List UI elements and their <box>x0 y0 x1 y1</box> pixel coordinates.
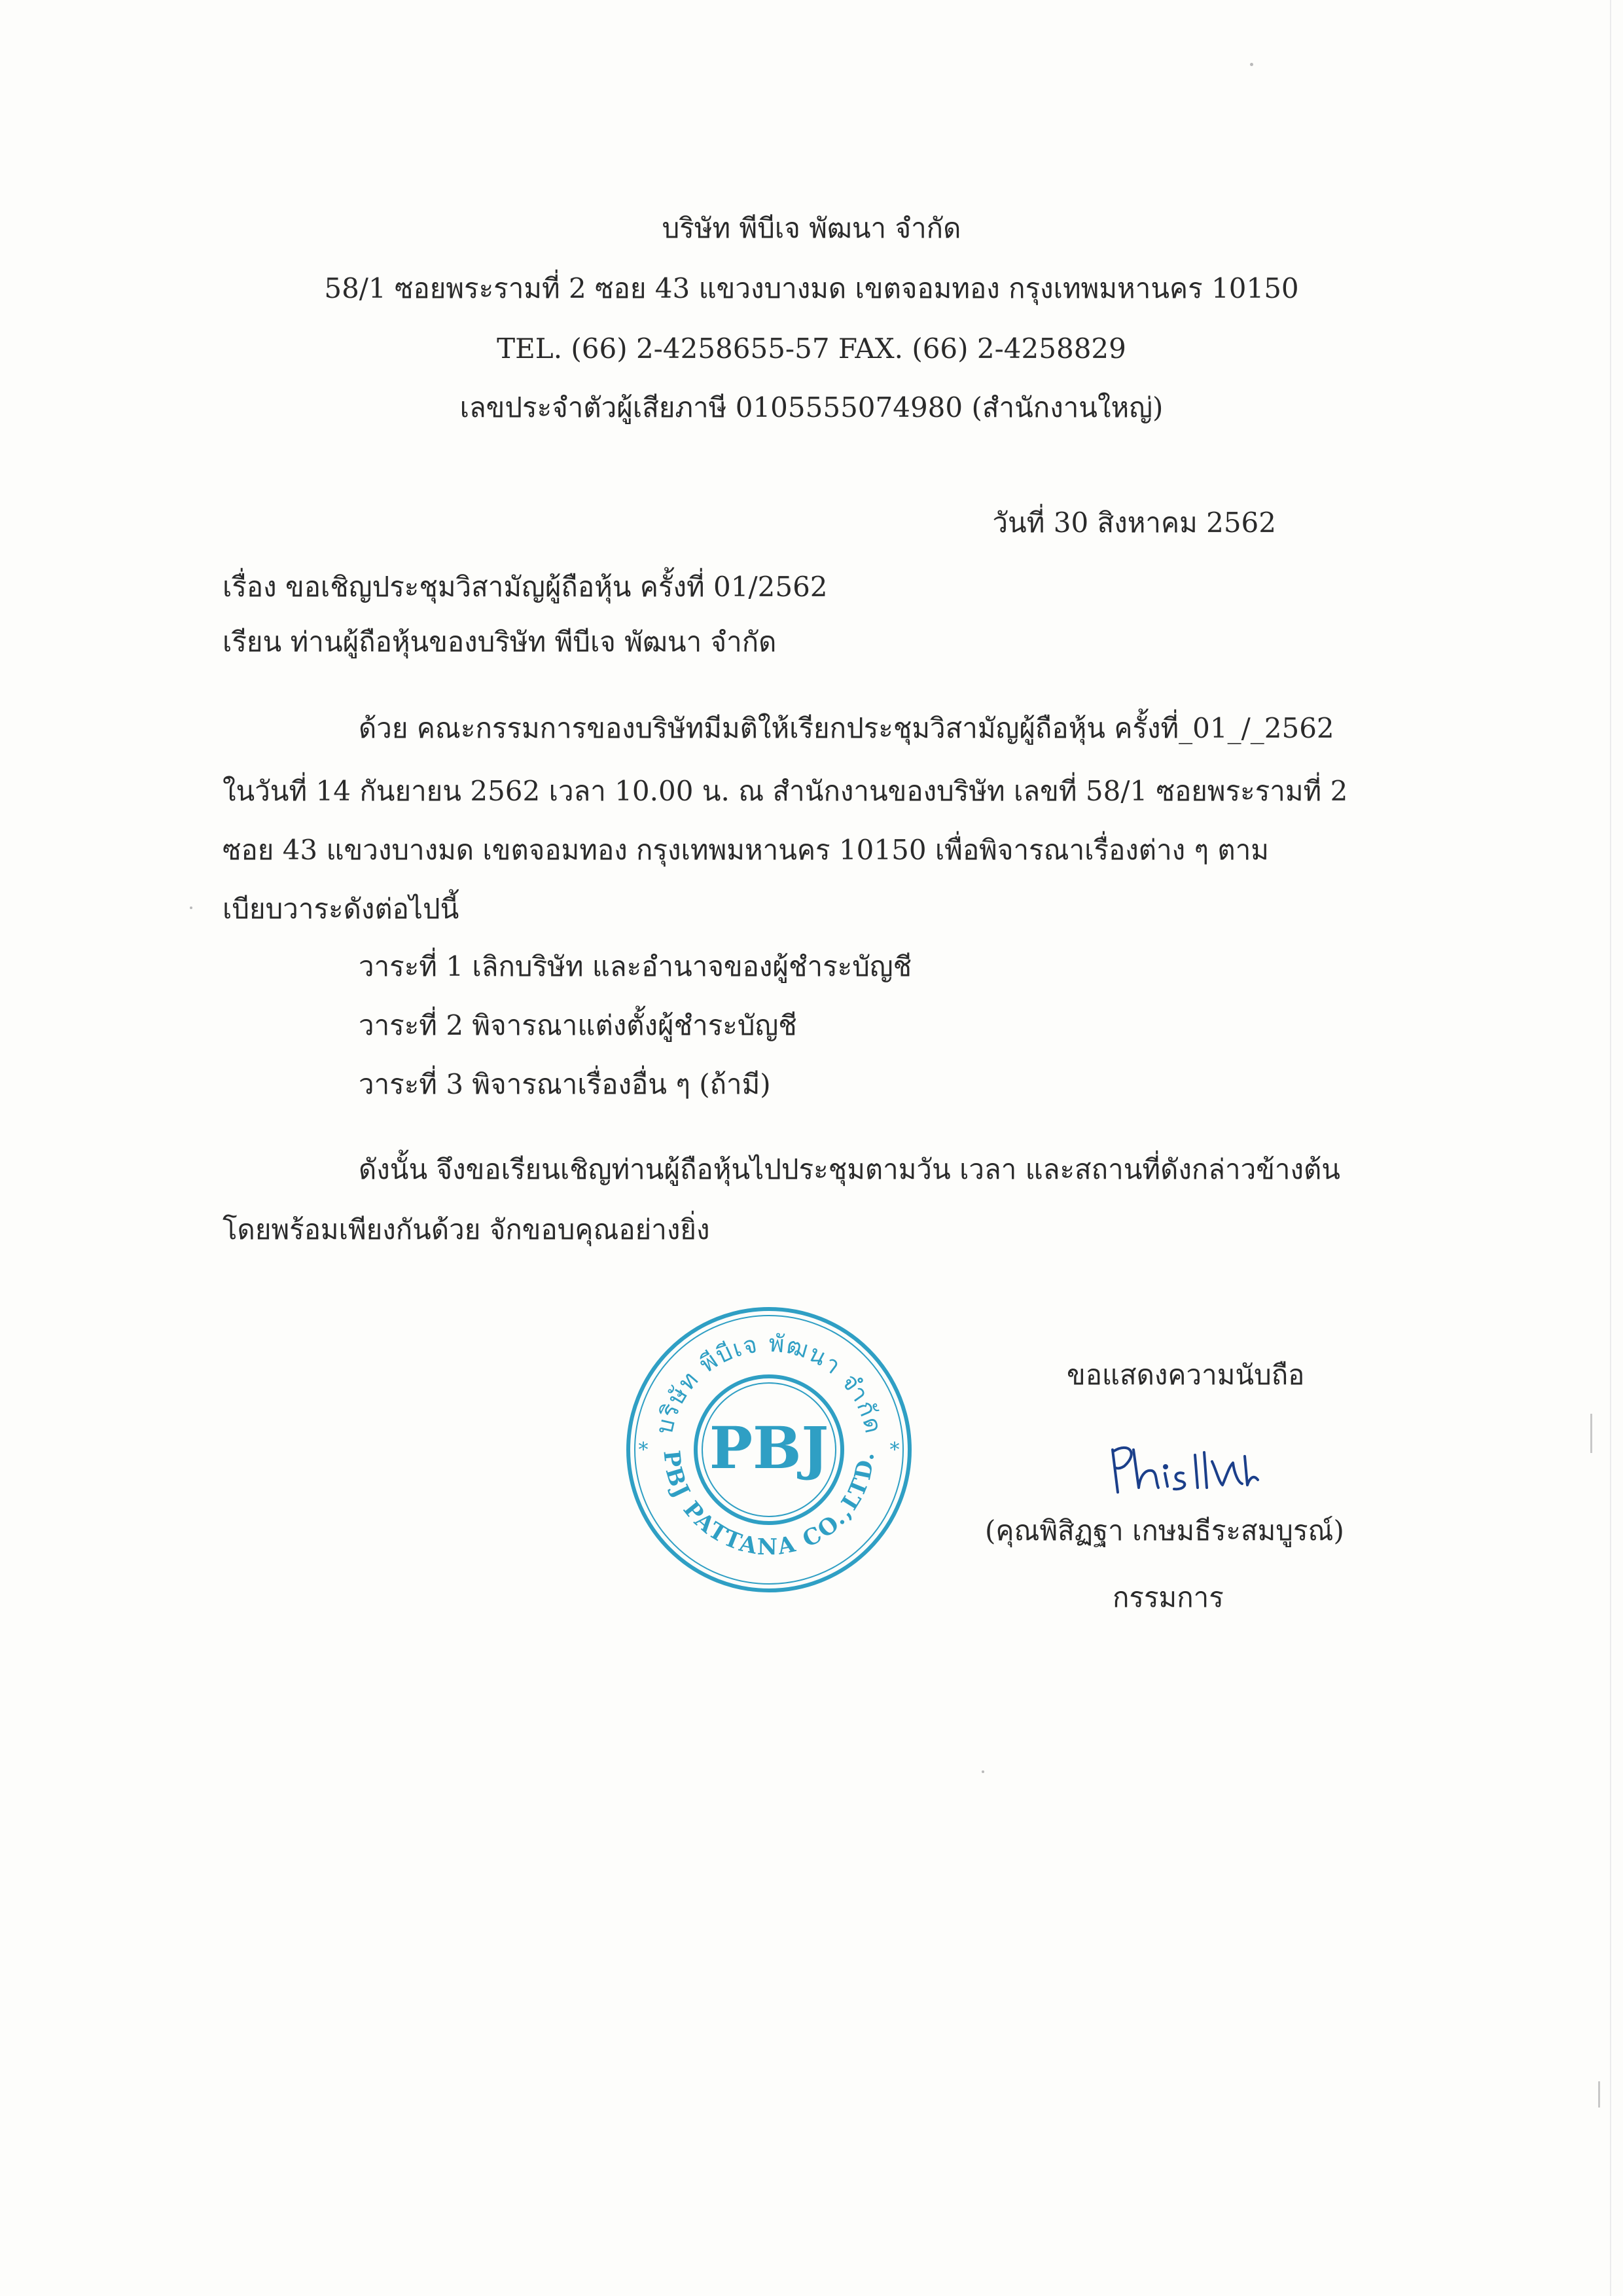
handwritten-signature <box>1099 1430 1263 1502</box>
signatory-name: (คุณพิสิฏฐา เกษมธีระสมบูรณ์) <box>985 1515 1344 1547</box>
body-paragraph-1-line-1: ด้วย คณะกรรมการของบริษัทมีมติให้เรียกประชุมวิสามัญผู้ถือหุ้น ครั้งที่_01_/_2562 <box>359 712 1334 744</box>
scan-edge-mark <box>1590 1414 1592 1453</box>
svg-text:*: * <box>638 1439 649 1462</box>
seal-center-text: PBJ <box>709 1414 829 1482</box>
company-address: 58/1 ซอยพระรามที่ 2 ซอย 43 แขวงบางมด เขตจอมทอง กรุงเทพมหานคร 10150 <box>324 272 1299 304</box>
agenda-item-2: วาระที่ 2 พิจารณาแต่งตั้งผู้ชำระบัญชี <box>359 1009 797 1041</box>
scan-edge-line <box>1610 0 1611 2296</box>
body-paragraph-2-line-1: ดังนั้น จึงขอเรียนเชิญท่านผู้ถือหุ้นไปประชุมตามวัน เวลา และสถานที่ดังกล่าวข้างต้น <box>359 1153 1341 1185</box>
letter-recipient: เรียน ท่านผู้ถือหุ้นของบริษัท พีบีเจ พัฒนา จำกัด <box>223 626 777 658</box>
scan-edge-mark <box>1598 2081 1600 2108</box>
company-contact: TEL. (66) 2-4258655-57 FAX. (66) 2-4258829 <box>497 332 1126 365</box>
signatory-title: กรรมการ <box>1113 1581 1224 1613</box>
agenda-item-1: วาระที่ 1 เลิกบริษัท และอำนาจของผู้ชำระบัญชี <box>359 950 912 982</box>
scan-speck <box>1250 63 1253 66</box>
svg-text:*: * <box>889 1439 900 1462</box>
seal-english-text: PBJ PATTANA CO.,LTD. <box>658 1449 880 1561</box>
body-paragraph-1-line-3: ซอย 43 แขวงบางมด เขตจอมทอง กรุงเทพมหานคร 10150 เพื่อพิจารณาเรื่องต่าง ๆ ตาม <box>223 834 1269 866</box>
letter-subject: เรื่อง ขอเชิญประชุมวิสามัญผู้ถือหุ้น ครั้งที่ 01/2562 <box>223 571 828 603</box>
body-paragraph-1-line-2: ในวันที่ 14 กันยายน 2562 เวลา 10.00 น. ณ สำนักงานของบริษัท เลขที่ 58/1 ซอยพระรามที่ 2 <box>223 775 1348 807</box>
letter-date: วันที่ 30 สิงหาคม 2562 <box>992 507 1276 539</box>
scan-speck <box>190 906 192 909</box>
company-seal <box>618 1299 919 1600</box>
closing-regards: ขอแสดงความนับถือ <box>1067 1359 1305 1391</box>
seal-thai-text: บริษัท พีบีเจ พัฒนา จำกัด <box>651 1330 887 1437</box>
company-tax-id: เลขประจำตัวผู้เสียภาษี 0105555074980 (สำนักงานใหญ่) <box>459 391 1164 423</box>
company-name: บริษัท พีบีเจ พัฒนา จำกัด <box>662 212 961 244</box>
body-paragraph-1-line-4: เบียบวาระดังต่อไปนี้ <box>223 893 459 925</box>
scan-speck <box>982 1770 984 1773</box>
agenda-item-3: วาระที่ 3 พิจารณาเรื่องอื่น ๆ (ถ้ามี) <box>359 1068 771 1100</box>
body-paragraph-2-line-2: โดยพร้อมเพียงกันด้วย จักขอบคุณอย่างยิ่ง <box>223 1213 710 1246</box>
